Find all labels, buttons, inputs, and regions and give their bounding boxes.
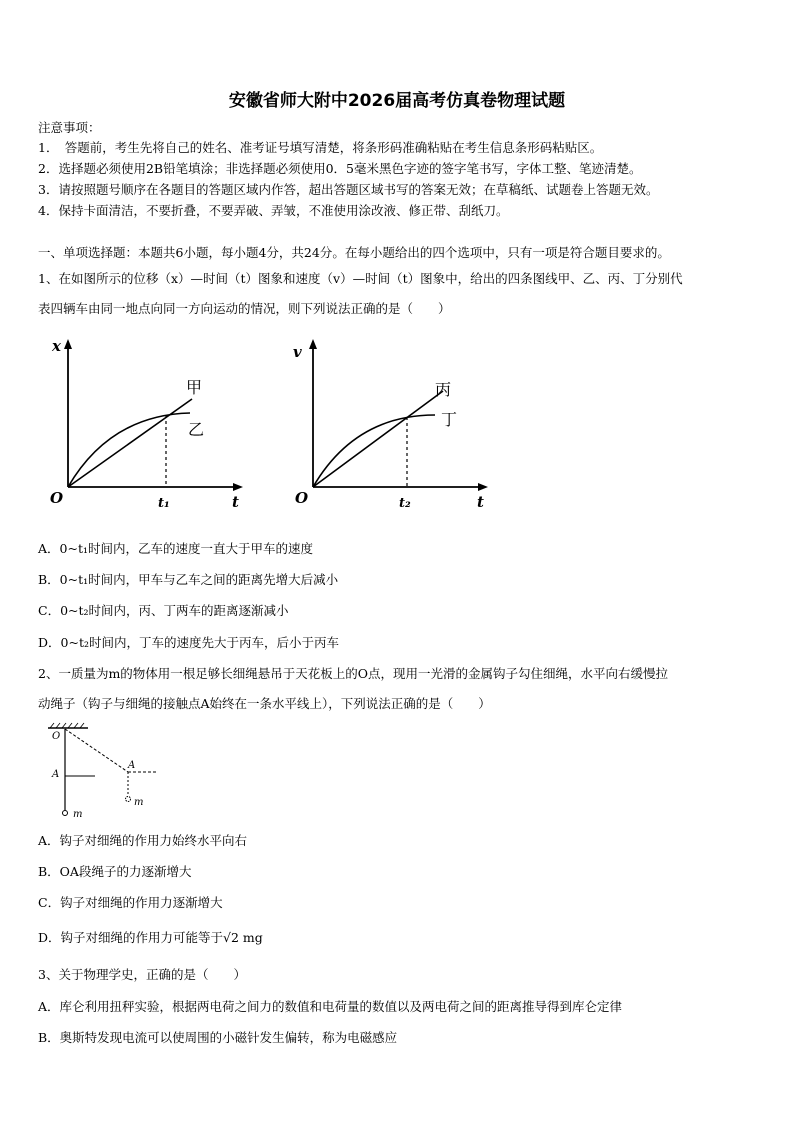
q2-option-c: C．钩子对细绳的作用力逐渐增大: [38, 895, 223, 910]
q2-stem-line2: 动绳子（钩子与细绳的接触点A始终在一条水平线上），下列说法正确的是（ ）: [38, 696, 491, 711]
point-a-left-label: A: [52, 769, 60, 780]
q2-option-d: D．钩子对细绳的作用力可能等于√2 mg: [38, 930, 263, 945]
mass-right-label: m: [134, 797, 144, 808]
notice-item-2: 2．选择题必须使用2B铅笔填涂；非选择题必须使用0．5毫米黑色字迹的签字笔书写，字体工整、笔迹清楚。: [38, 161, 642, 176]
q1-left-origin: O: [50, 489, 64, 507]
q3-option-b: B．奥斯特发现电流可以使周围的小磁针发生偏转，称为电磁感应: [38, 1030, 398, 1045]
q1-option-b: B．0~t₁时间内，甲车与乙车之间的距离先增大后减小: [38, 572, 339, 587]
section-heading: 一、单项选择题：本题共6小题，每小题4分，共24分。在每小题给出的四个选项中，只有一项是符合题目要求的。: [38, 245, 670, 260]
rope-slanted: [65, 729, 128, 772]
q1-left-y-label: x: [52, 337, 61, 355]
q1-label-ding: 丁: [441, 410, 458, 429]
q1-option-d: D．0~t₂时间内，丁车的速度先大于丙车，后小于丙车: [38, 635, 339, 650]
notice-item-4: 4．保持卡面清洁，不要折叠，不要弄破、弄皱，不准使用涂改液、修正带、刮纸刀。: [38, 203, 509, 218]
q3-option-a: A．库仑利用扭秤实验，根据两电荷之间力的数值和电荷量的数值以及两电荷之间的距离推导得到库仑定律: [38, 999, 623, 1014]
q3-stem: 3、关于物理学史，正确的是（ ）: [38, 967, 246, 982]
q1-stem-line2: 表四辆车由同一地点向同一方向运动的情况，则下列说法正确的是（ ）: [38, 301, 451, 316]
q1-option-a: A．0~t₁时间内，乙车的速度一直大于甲车的速度: [38, 541, 313, 556]
q1-curve-bing: [313, 391, 443, 487]
page-title: 安徽省师大附中2026届高考仿真卷物理试题: [228, 91, 566, 111]
q1-right-x-label: t: [477, 493, 484, 510]
q1-left-tick-t1: t₁: [158, 496, 170, 510]
notice-heading: 注意事项：: [38, 120, 101, 135]
q1-curve-jia: [68, 399, 192, 487]
q2-option-a: A．钩子对细绳的作用力始终水平向右: [38, 833, 248, 848]
q1-right-tick-t2: t₂: [399, 496, 411, 510]
q1-left-x-label: t: [232, 493, 239, 510]
mass-right: [126, 797, 131, 802]
notice-item-3: 3．请按照题号顺序在各题目的答题区域内作答，超出答题区域书写的答案无效；在草稿纸、试题卷上答题无效。: [38, 182, 659, 197]
q1-curve-yi: [68, 413, 190, 487]
q1-stem-line1: 1、在如图所示的位移（x）—时间（t）图象和速度（v）—时间（t）图象中，给出的四条图线甲、乙、丙、丁分别代: [38, 271, 683, 286]
point-o-label: O: [52, 731, 61, 742]
q1-right-origin: O: [295, 489, 309, 507]
mass-left: [63, 811, 68, 816]
q2-rope-diagram: [40, 722, 170, 822]
q1-xt-graph: [40, 335, 250, 510]
q1-vt-graph: [285, 335, 495, 510]
q2-stem-line1: 2、一质量为m的物体用一根足够长细绳悬吊于天花板上的O点，现用一光滑的金属钩子勾住细绳，水平向右缓慢拉: [38, 666, 669, 681]
q1-label-yi: 乙: [188, 420, 205, 439]
q2-option-b: B．OA段绳子的力逐渐增大: [38, 864, 192, 879]
q1-label-jia: 甲: [186, 378, 203, 397]
q1-option-c: C．0~t₂时间内，丙、丁两车的距离逐渐减小: [38, 603, 289, 618]
mass-left-label: m: [73, 809, 83, 820]
q1-curve-ding: [313, 415, 435, 487]
notice-item-1: 1． 答题前，考生先将自己的姓名、准考证号填写清楚，将条形码准确粘贴在考生信息条形码粘贴区。: [38, 140, 603, 155]
q1-label-bing: 丙: [435, 380, 452, 399]
q1-right-y-label: v: [293, 343, 302, 361]
point-a-right-label: A: [128, 760, 136, 771]
